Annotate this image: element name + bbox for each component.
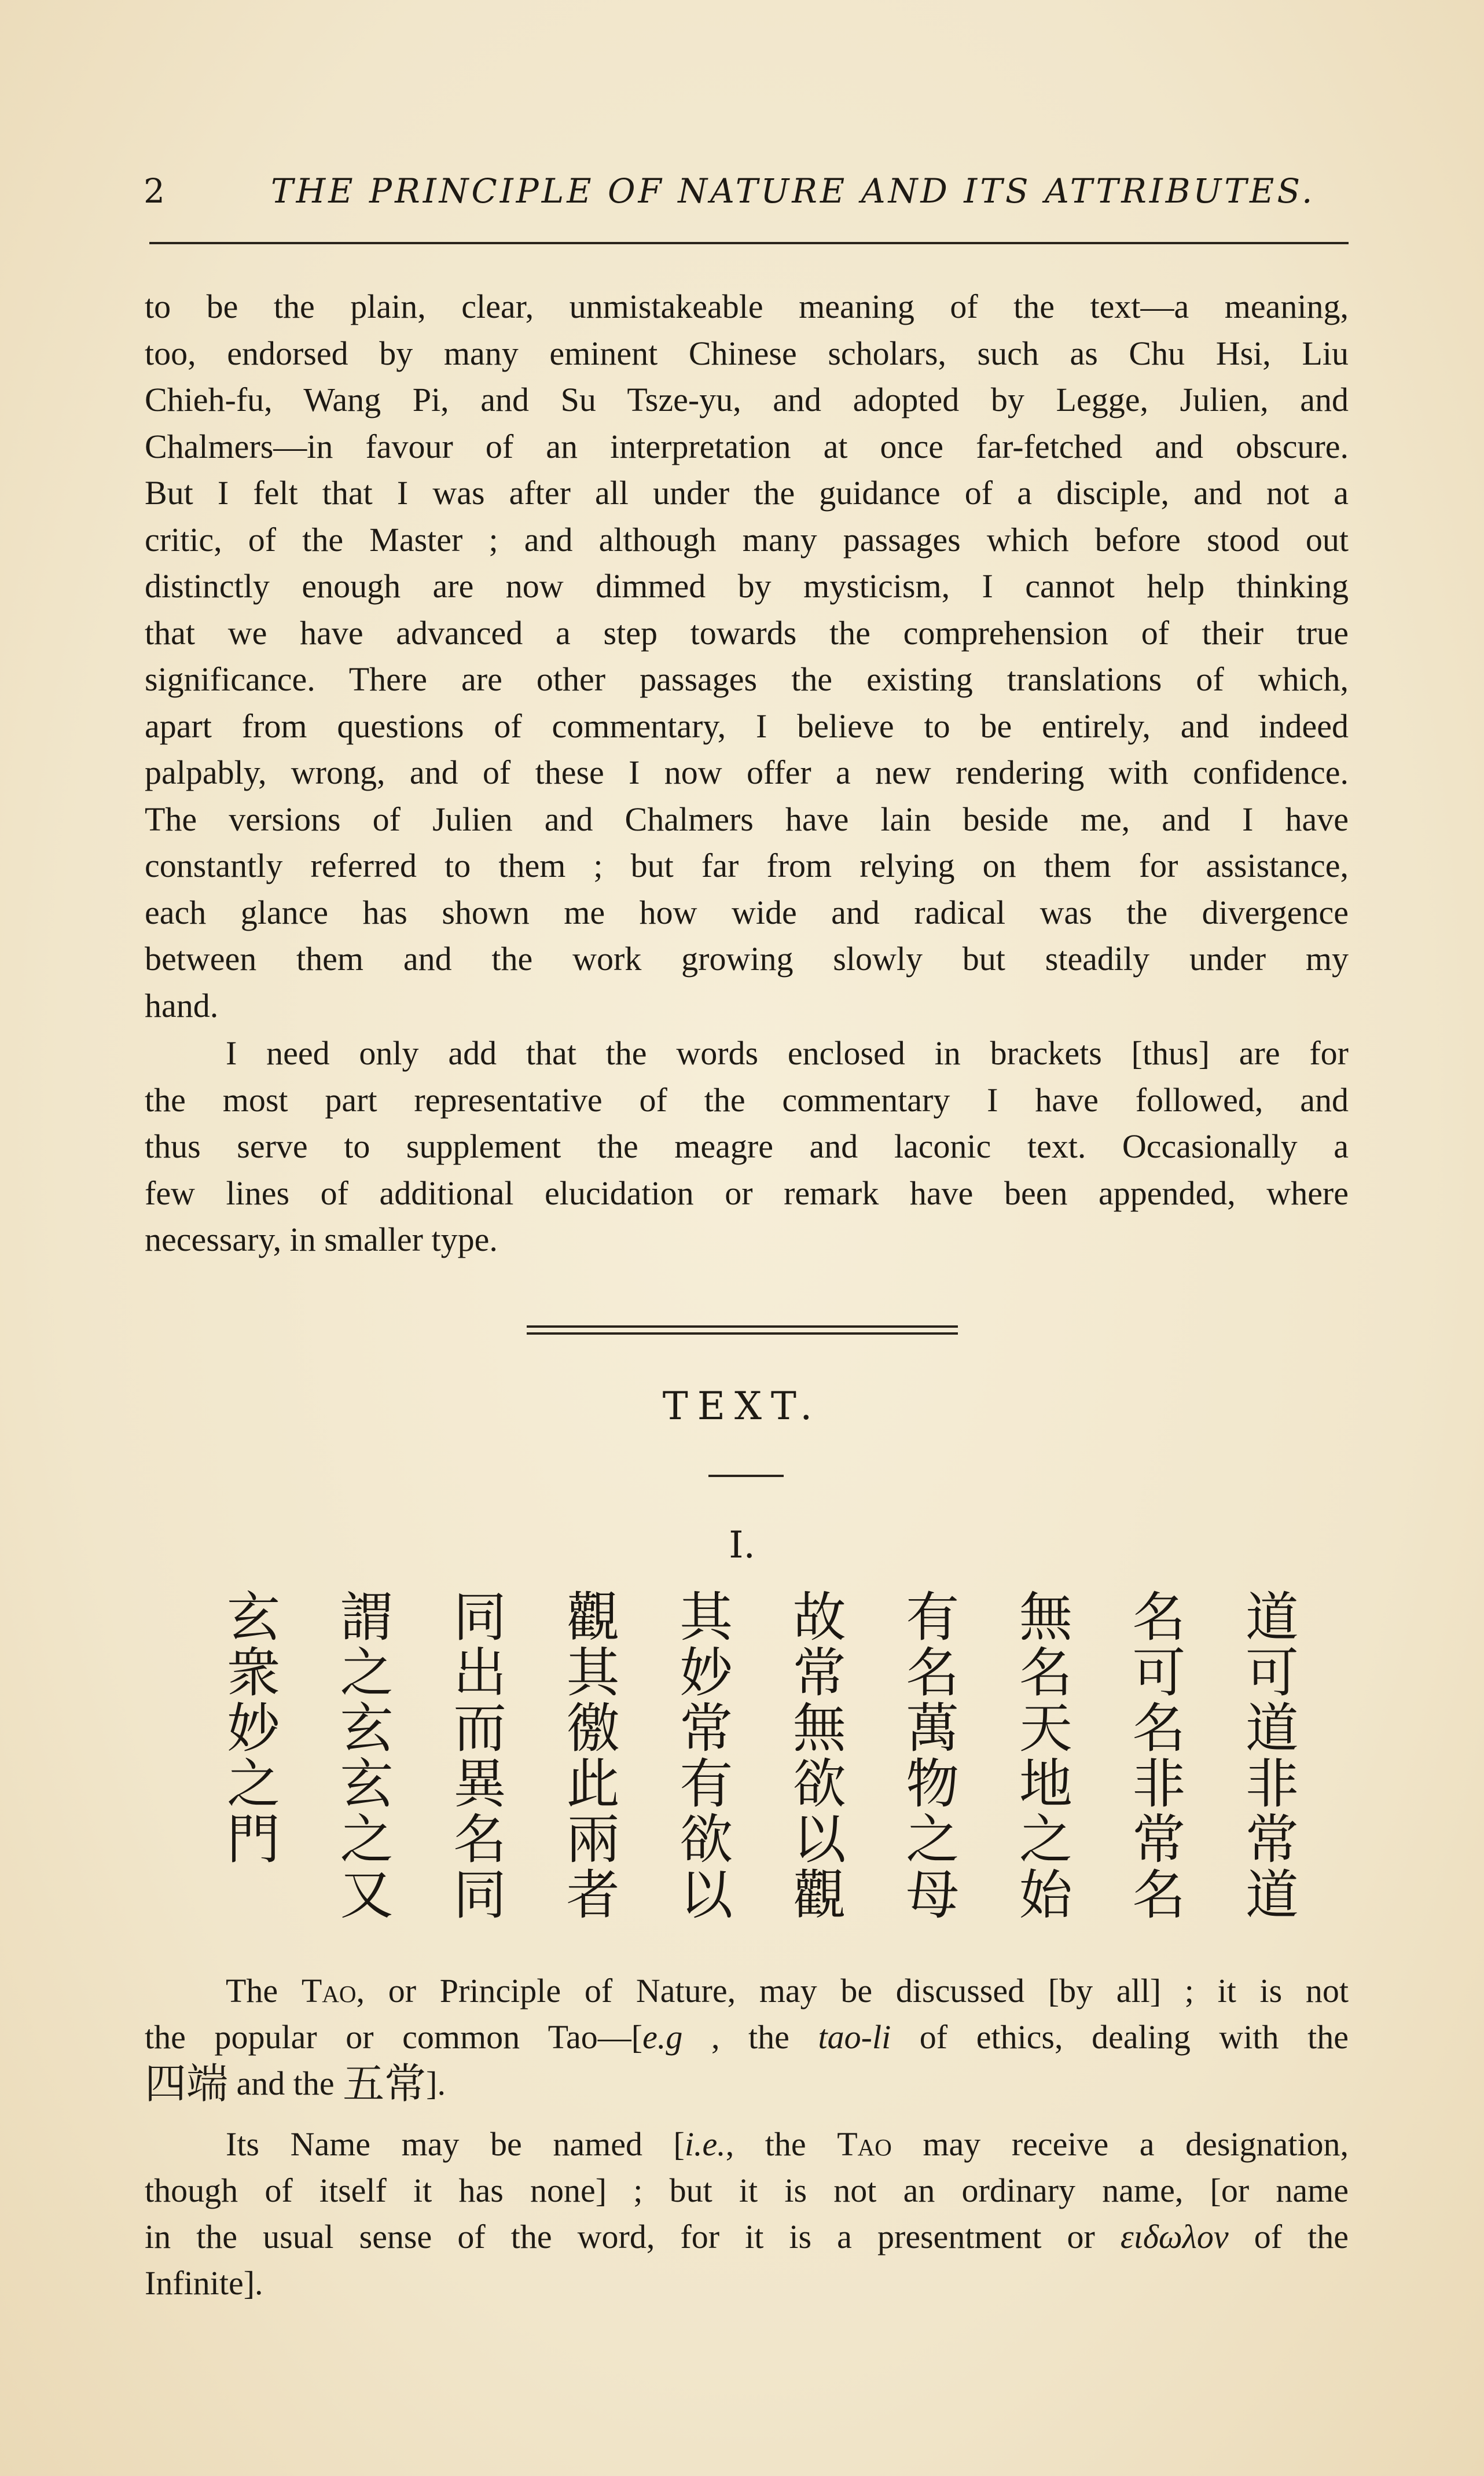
text-line: thus serve to supplement the meagre and laconic text. Occasionally a — [145, 1127, 1349, 1165]
text-line: critic, of the Master ; and although many passages which before stood out — [145, 520, 1349, 559]
text-line: that we have advanced a step towards the comprehension of their true — [145, 614, 1349, 652]
page-header — [144, 168, 1347, 220]
text-line — [145, 2214, 1349, 2260]
text-line: distinctly enough are now dimmed by mysticism, I cannot help thinking — [145, 567, 1349, 605]
text-run: Its Name may be named [ — [226, 2125, 685, 2163]
text-line: Chalmers—in favour of an interpretation at once far-fetched and obscure. — [145, 427, 1349, 465]
text-line: the most part representative of the commentary I have followed, and — [145, 1081, 1349, 1119]
text-line: each glance has shown me how wide and radical was the divergence — [145, 893, 1349, 931]
text-run: may receive a designation, — [891, 2125, 1349, 2163]
text-line: The versions of Julien and Chalmers have lain beside me, and I have — [145, 800, 1349, 838]
italic-term: e.g — [642, 2018, 683, 2056]
title-underline — [708, 1475, 784, 1477]
chinese-column: 有名萬物之母 — [897, 1589, 960, 1922]
running-title: THE PRINCIPLE OF NATURE AND ITS ATTRIBUTES. — [271, 171, 1316, 211]
text-line: though of itself it has none] ; but it is not an ordinary name, [or name — [145, 2172, 1349, 2209]
chinese-column: 謂之玄玄之又 — [331, 1589, 394, 1922]
chinese-column: 故常無欲以觀 — [784, 1589, 846, 1922]
chinese-term: 五常 — [343, 2059, 427, 2108]
paragraph-preface-continued — [145, 284, 1349, 1029]
text-run: ]. — [426, 2064, 446, 2102]
chinese-column: 觀其徼此兩者 — [557, 1589, 620, 1922]
text-line: Chieh-fu, Wang Pi, and Su Tsze-yu, and adopted by Legge, Julien, and — [145, 381, 1349, 418]
text-line: necessary, in smaller type. — [145, 1221, 498, 1258]
text-line — [145, 2060, 1349, 2107]
tao-term: Tao — [301, 1972, 357, 2010]
text-line: between them and the work growing slowly but steadily under my — [145, 940, 1349, 978]
text-run: and the — [228, 2064, 343, 2102]
text-run: of ethics, dealing with the — [891, 2018, 1349, 2056]
section-title: TEXT. — [662, 1384, 822, 1428]
text-line: palpably, wrong, and of these I now offer a new rendering with confidence. — [145, 754, 1349, 791]
chinese-column: 道可道非常道 — [1236, 1589, 1299, 1922]
chinese-term: 四端 — [145, 2059, 229, 2108]
text-line — [145, 2014, 1349, 2060]
text-run: The — [226, 1972, 302, 2010]
italic-term: i.e. — [684, 2125, 726, 2163]
text-line: to be the plain, clear, unmistakeable meaning of the text—a meaning, — [145, 288, 1349, 325]
text-line: I need only add that the words enclosed in brackets [thus] are for — [226, 1034, 1349, 1072]
tao-term: Tao — [837, 2125, 892, 2163]
chinese-column: 無名天地之始 — [1010, 1589, 1072, 1922]
chinese-column: 其妙常有欲以 — [671, 1589, 733, 1922]
text-line — [145, 2121, 1349, 2168]
text-line: apart from questions of commentary, I believe to be entirely, and indeed — [145, 707, 1349, 745]
paragraph-brackets-note — [145, 1030, 1349, 1263]
text-line: few lines of additional elucidation or remark have been appended, where — [145, 1174, 1349, 1212]
chinese-column: 玄衆妙之門 — [218, 1589, 280, 1867]
text-run: , the — [725, 2125, 837, 2163]
text-line: too, endorsed by many eminent Chinese scholars, such as Chu Hsi, Liu — [145, 334, 1349, 372]
text-run: , the — [682, 2018, 818, 2056]
chinese-column: 名可名非常名 — [1123, 1589, 1186, 1922]
text-run: of the — [1228, 2218, 1349, 2255]
chinese-column: 同出而異名同 — [445, 1589, 507, 1922]
italic-term: tao-li — [818, 2018, 891, 2056]
text-run: the popular or common Tao—[ — [145, 2018, 643, 2056]
chapter-number: I. — [729, 1524, 755, 1567]
text-line: But I felt that I was after all under the guidance of a disciple, and not a — [145, 474, 1349, 512]
text-line: constantly referred to them ; but far from relying on them for assistance, — [145, 847, 1349, 884]
greek-term: ειδωλον — [1120, 2218, 1229, 2255]
text-line: hand. — [145, 986, 219, 1024]
text-run: , or Principle of Nature, may be discussed [by all] ; it is not — [356, 1972, 1349, 2010]
translation-paragraph-2 — [145, 2121, 1349, 2306]
header-rule — [149, 242, 1349, 244]
text-line — [145, 1968, 1349, 2014]
section-double-rule — [527, 1325, 958, 1335]
chinese-text-block — [218, 1589, 1299, 1936]
translation-paragraph-1 — [145, 1968, 1349, 2107]
text-line: Infinite]. — [145, 2264, 263, 2302]
text-line: significance. There are other passages the existing translations of which, — [145, 660, 1349, 698]
page-number: 2 — [144, 171, 165, 211]
text-run: in the usual sense of the word, for it is a presentment or — [145, 2218, 1121, 2255]
